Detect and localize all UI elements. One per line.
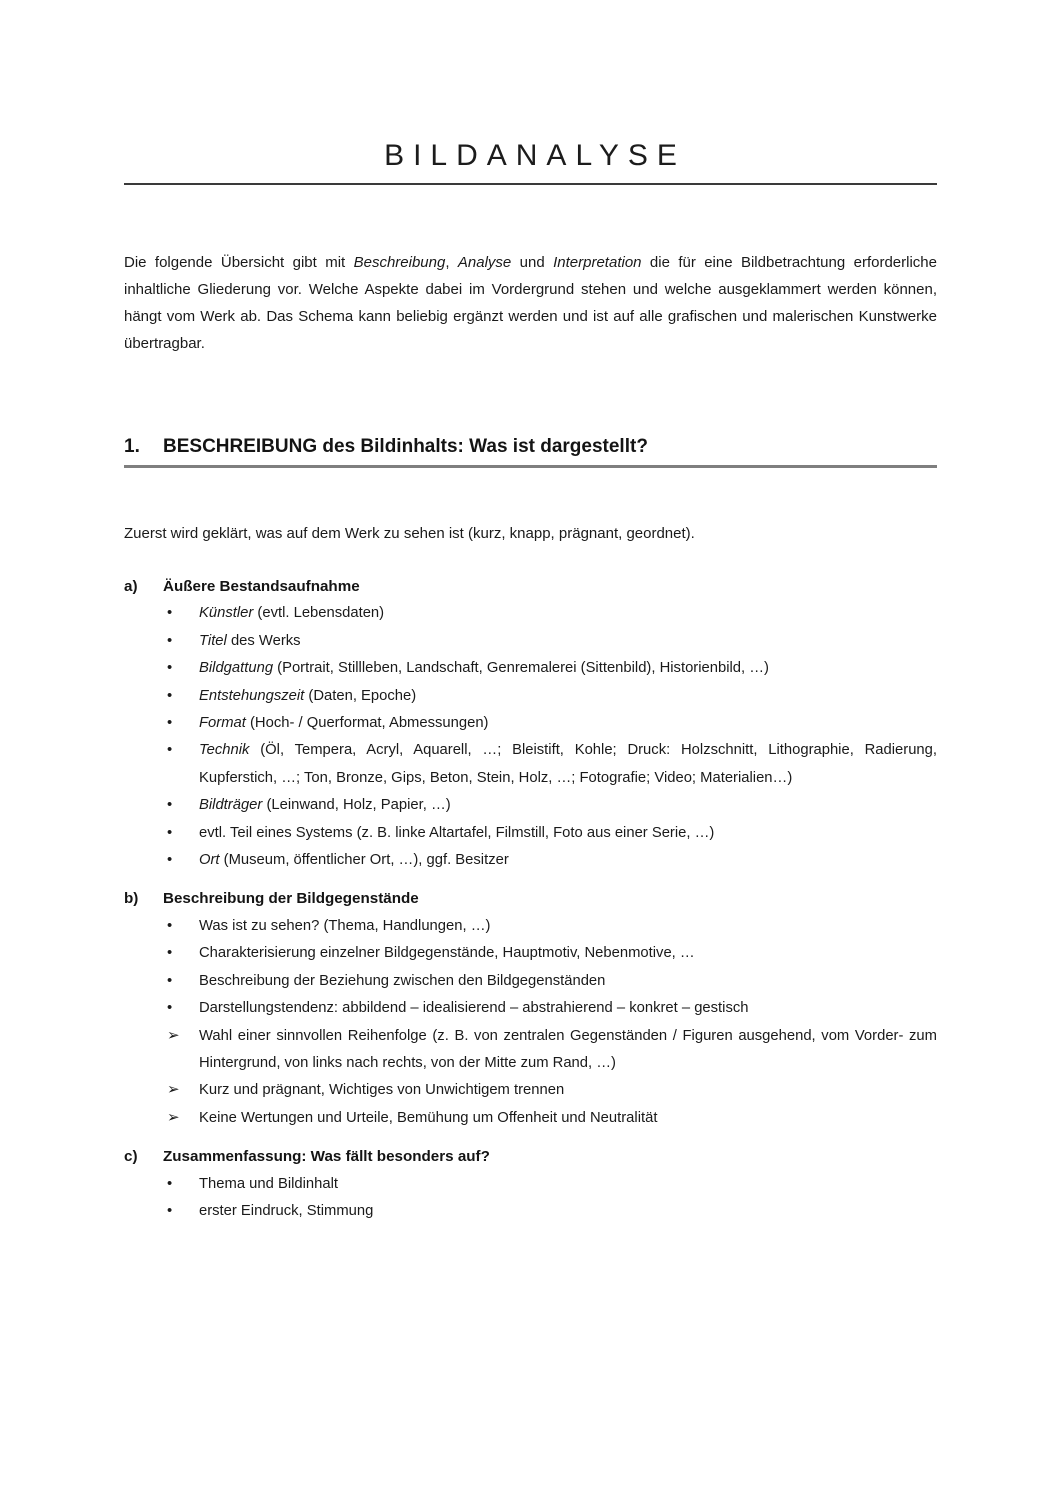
- list-item-body: [199, 605, 384, 621]
- subsection-title: Zusammenfassung: Was fällt besonders auf?: [163, 1148, 490, 1166]
- list-item: [124, 913, 937, 940]
- bullet-icon: •: [167, 742, 173, 759]
- list-item: [124, 792, 937, 819]
- bullet-icon: •: [167, 824, 173, 841]
- section-lead-paragraph: Zuerst wird geklärt, was auf dem Werk zu sehen ist (kurz, knapp, prägnant, geordnet).: [124, 525, 695, 542]
- list-item: [124, 968, 937, 995]
- document-title: BILDANALYSE: [384, 139, 686, 172]
- list-item-text: Beschreibung der Beziehung zwischen den Bildgegenständen: [199, 972, 606, 989]
- list-item-text: (Leinwand, Holz, Papier, …): [262, 797, 451, 814]
- list-item-text: (Museum, öffentlicher Ort, …), ggf. Besitzer: [219, 852, 509, 869]
- list-item-text: (evtl. Lebensdaten): [253, 605, 385, 622]
- subsection-label: b): [124, 890, 139, 908]
- list-item: [124, 683, 937, 710]
- list-item: [124, 655, 937, 682]
- list-item-body: [199, 1028, 937, 1071]
- list-item-body: [199, 688, 416, 704]
- section-heading-rule: [124, 465, 937, 468]
- list-item-body: [199, 660, 769, 676]
- section-number: 1.: [124, 436, 140, 457]
- list-item-body: [199, 945, 695, 961]
- section-title: BESCHREIBUNG des Bildinhalts: Was ist dargestellt?: [163, 436, 648, 457]
- bullet-icon: •: [167, 852, 173, 869]
- section-heading: [124, 433, 937, 460]
- list-item: [124, 995, 937, 1022]
- list-item-body: [199, 715, 488, 731]
- list-item-text: des Werks: [226, 632, 301, 649]
- list-item-text: Was ist zu sehen? (Thema, Handlungen, …): [199, 917, 491, 934]
- list-item-text: (Öl, Tempera, Acryl, Aquarell, …; Bleistift, Kohle; Druck: Holzschnitt, Lithographie, Radierung, Kupferstich, …; Ton, Bronze, Gips, Beton, Stein, Holz, …; Fotografie; Video; Materialien…): [199, 742, 937, 786]
- list-item-body: [199, 852, 509, 868]
- list-item: [124, 940, 937, 967]
- subsection-title: Äußere Bestandsaufnahme: [163, 578, 360, 595]
- list-item-body: [199, 742, 937, 785]
- list-item-text: Darstellungstendenz: abbildend – idealisierend – abstrahierend – konkret – gestisch: [199, 1000, 749, 1017]
- list-item-text: Keine Wertungen und Urteile, Bemühung um Offenheit und Neutralität: [199, 1109, 658, 1126]
- list-item: [124, 1198, 937, 1225]
- bullet-icon: •: [167, 1000, 173, 1017]
- list-item: [124, 1105, 937, 1132]
- intro-italic-term: Interpretation: [553, 254, 642, 271]
- bullet-icon: •: [167, 1175, 173, 1192]
- list-item-text: (Hoch- / Querformat, Abmessungen): [245, 715, 489, 732]
- subsection-heading-a: [124, 573, 937, 600]
- subsection-label: c): [124, 1148, 138, 1166]
- bullet-icon: •: [167, 945, 173, 962]
- subsection-label: a): [124, 578, 138, 595]
- bullet-icon: •: [167, 632, 173, 649]
- bullet-icon: •: [167, 660, 173, 677]
- list-item-body: [199, 973, 605, 989]
- list-item-text: Kurz und prägnant, Wichtiges von Unwichtigem trennen: [199, 1082, 565, 1099]
- intro-text-segment: Die folgende Übersicht gibt mit: [124, 254, 354, 271]
- list-item-term: Entstehungszeit: [199, 687, 305, 704]
- list-item-text: (Portrait, Stillleben, Landschaft, Genremalerei (Sittenbild), Historienbild, …): [273, 660, 769, 677]
- list-item-text: Thema und Bildinhalt: [199, 1175, 339, 1192]
- list-item-text: evtl. Teil eines Systems (z. B. linke Altartafel, Filmstill, Foto aus einer Serie, …): [199, 824, 715, 841]
- list-item-text: erster Eindruck, Stimmung: [199, 1202, 374, 1219]
- list-item-term: Bildträger: [199, 797, 263, 814]
- list-item-body: [199, 825, 714, 841]
- bullet-icon: •: [167, 715, 173, 732]
- list-item: [124, 710, 937, 737]
- list-item-text: (Daten, Epoche): [304, 687, 417, 704]
- title-rule: [124, 183, 937, 185]
- list-item: [124, 628, 937, 655]
- bullet-icon: •: [167, 1202, 173, 1219]
- list-item: [124, 1077, 937, 1104]
- list-item: [124, 847, 937, 874]
- bullet-icon: •: [167, 917, 173, 934]
- list-item-body: [199, 1203, 373, 1219]
- list-item-body: [199, 1082, 564, 1098]
- list-item: [124, 1171, 937, 1198]
- list-item: [124, 737, 937, 792]
- intro-text-segment: ,: [445, 254, 458, 271]
- list-item: [124, 600, 937, 627]
- list-item-term: Künstler: [199, 605, 254, 622]
- arrow-bullet-icon: ➢: [167, 1027, 180, 1044]
- list-item-term: Bildgattung: [199, 660, 274, 677]
- intro-paragraph: [124, 249, 937, 357]
- list-item-body: [199, 797, 451, 813]
- intro-text-segment: und: [511, 254, 554, 271]
- list-item-body: [199, 1176, 338, 1192]
- subsection-heading-c: [124, 1143, 937, 1170]
- intro-text-segment: die für eine Bildbetrachtung erforderliche inhaltliche Gliederung vor. Welche Aspekte dabei im Vordergrund stehen und welche ausgeklammert werden können, hängt vom Werk ab. Das Schema kann beliebig ergänzt werden und ist auf alle grafischen und malerischen Kunstwerke übertragbar.: [124, 254, 937, 352]
- arrow-bullet-icon: ➢: [167, 1109, 180, 1126]
- subsection-title: Beschreibung der Bildgegenstände: [163, 890, 419, 908]
- list-item: [124, 1023, 937, 1078]
- list-item-term: Titel: [199, 632, 227, 649]
- list-item-term: Ort: [199, 852, 220, 869]
- list-item-text: Charakterisierung einzelner Bildgegenstände, Hauptmotiv, Nebenmotive, …: [199, 945, 695, 962]
- list-item: [124, 820, 937, 847]
- arrow-bullet-icon: ➢: [167, 1082, 180, 1099]
- intro-italic-term: Analyse: [457, 254, 512, 271]
- bullet-icon: •: [167, 972, 173, 989]
- list-item-body: [199, 918, 490, 934]
- list-item-body: [199, 633, 301, 649]
- bullet-icon: •: [167, 797, 173, 814]
- list-item-body: [199, 1000, 748, 1016]
- subsection-heading-b: [124, 885, 937, 912]
- list-item-term: Technik: [199, 742, 250, 759]
- bullet-icon: •: [167, 605, 173, 622]
- list-item-term: Format: [199, 715, 246, 732]
- bullet-icon: •: [167, 687, 173, 704]
- intro-italic-term: Beschreibung: [353, 254, 446, 271]
- list-item-body: [199, 1110, 657, 1126]
- list-item-text: Wahl einer sinnvollen Reihenfolge (z. B. von zentralen Gegenständen / Figuren ausgehend, vom Vorder- zum Hintergrund, von links nach rechts, von der Mitte zum Rand, …): [199, 1027, 937, 1071]
